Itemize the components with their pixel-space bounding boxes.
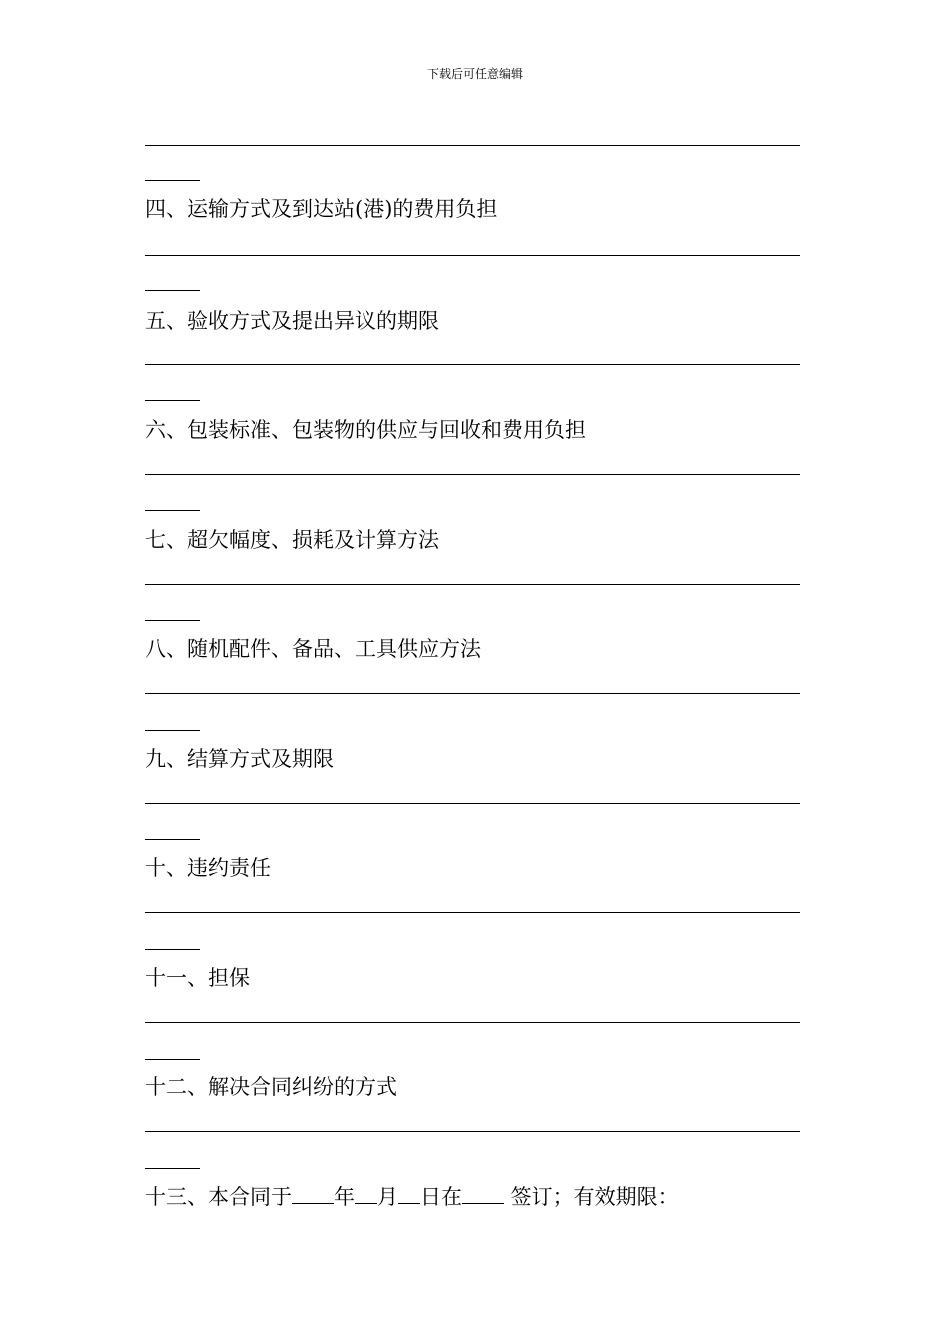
clause-prefix: 十三、本合同于: [145, 1185, 292, 1209]
year-label: 年: [334, 1185, 355, 1209]
section-heading-10: 十、违约责任: [145, 856, 271, 880]
section-heading-8: 八、随机配件、备品、工具供应方法: [145, 637, 481, 661]
section-heading-13: [145, 1184, 679, 1210]
day-blank[interactable]: [398, 1185, 420, 1204]
fill-line: [145, 584, 800, 585]
fill-line: [145, 803, 800, 804]
month-label: 月: [377, 1185, 398, 1209]
fill-line-end: [145, 730, 200, 731]
fill-line-end: [145, 400, 200, 401]
fill-line-end: [145, 1059, 200, 1060]
section-heading-6: 六、包装标准、包装物的供应与回收和费用负担: [145, 418, 586, 442]
section-heading-5: 五、验收方式及提出异议的期限: [145, 309, 439, 333]
section-heading-9: 九、结算方式及期限: [145, 747, 334, 771]
fill-line-end: [145, 839, 200, 840]
month-blank[interactable]: [355, 1185, 377, 1204]
fill-line: [145, 693, 800, 694]
section-heading-4: 四、运输方式及到达站(港)的费用负担: [145, 197, 498, 221]
fill-line: [145, 364, 800, 365]
fill-line-end: [145, 180, 200, 181]
section-heading-7: 七、超欠幅度、损耗及计算方法: [145, 528, 439, 552]
fill-line-end: [145, 290, 200, 291]
year-blank[interactable]: [292, 1185, 334, 1204]
section-heading-11: 十一、担保: [145, 966, 250, 990]
section-heading-12: 十二、解决合同纠纷的方式: [145, 1075, 397, 1099]
fill-line: [145, 255, 800, 256]
fill-line-end: [145, 510, 200, 511]
fill-line: [145, 1131, 800, 1132]
fill-line-end: [145, 620, 200, 621]
fill-line: [145, 145, 800, 146]
fill-line: [145, 1022, 800, 1023]
signed-label: 签订；有效期限：: [504, 1185, 679, 1209]
day-label: 日在: [420, 1185, 462, 1209]
fill-line: [145, 912, 800, 913]
fill-line-end: [145, 949, 200, 950]
page-header-note: 下载后可任意编辑: [426, 67, 523, 81]
fill-line: [145, 474, 800, 475]
fill-line-end: [145, 1168, 200, 1169]
place-blank[interactable]: [462, 1185, 504, 1204]
